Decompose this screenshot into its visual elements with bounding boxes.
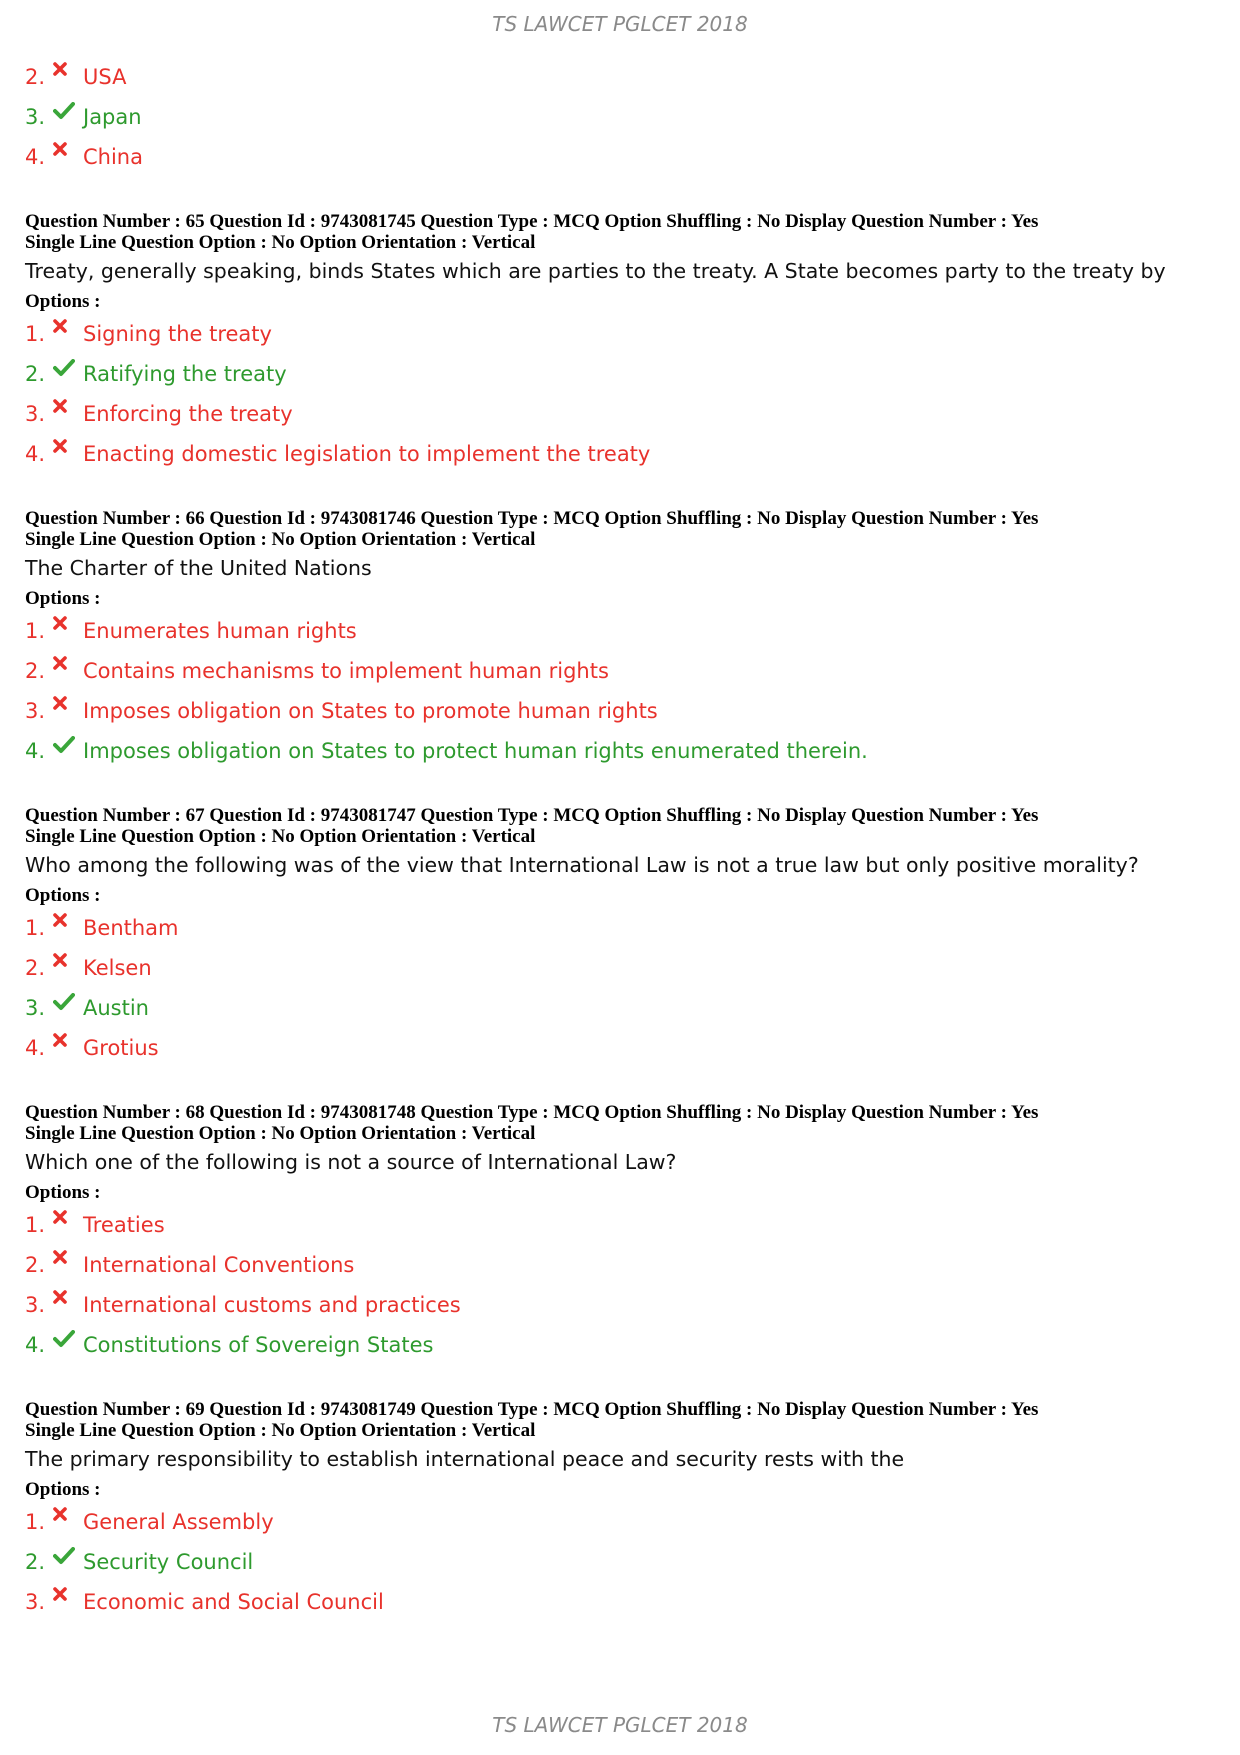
option-item xyxy=(25,1245,1220,1285)
question-meta-line2: Single Line Question Option : No Option Orientation : Vertical xyxy=(25,529,536,550)
option-text: USA xyxy=(83,65,127,89)
check-icon xyxy=(53,359,83,389)
question-meta-line2: Single Line Question Option : No Option Orientation : Vertical xyxy=(25,1420,536,1441)
options-label: Options : xyxy=(25,885,101,906)
option-item xyxy=(25,1285,1220,1325)
option-text: Security Council xyxy=(83,1550,254,1574)
option-text: Imposes obligation on States to promote human rights xyxy=(83,699,658,723)
option-number: 3. xyxy=(25,1590,46,1614)
check-icon xyxy=(53,102,83,132)
option-text: Constitutions of Sovereign States xyxy=(83,1333,434,1357)
question-meta-line1: Question Number : 68 Question Id : 9743081748 Question Type : MCQ Option Shuffling : No Display Question Number : Yes xyxy=(25,1102,1039,1123)
option-text: International customs and practices xyxy=(83,1293,461,1317)
option-text: International Conventions xyxy=(83,1253,355,1277)
question-block xyxy=(25,1102,1220,1365)
option-text: Treaties xyxy=(83,1213,165,1237)
option-item xyxy=(25,948,1220,988)
option-item xyxy=(25,1542,1220,1582)
check-icon xyxy=(53,1330,83,1360)
question-block xyxy=(25,1399,1220,1622)
question-meta-line1: Question Number : 65 Question Id : 9743081745 Question Type : MCQ Option Shuffling : No Display Question Number : Yes xyxy=(25,211,1039,232)
option-text: Kelsen xyxy=(83,956,152,980)
cross-icon xyxy=(53,696,83,726)
option-number: 4. xyxy=(25,1333,46,1357)
cross-icon xyxy=(53,656,83,686)
check-icon xyxy=(53,1547,83,1577)
question-meta-line1: Question Number : 69 Question Id : 9743081749 Question Type : MCQ Option Shuffling : No Display Question Number : Yes xyxy=(25,1399,1039,1420)
question-text: Treaty, generally speaking, binds States which are parties to the treaty. A State becomes party to the treaty by xyxy=(25,259,1166,283)
option-text: Austin xyxy=(83,996,149,1020)
option-item xyxy=(25,1205,1220,1245)
cross-icon xyxy=(53,62,83,92)
option-item xyxy=(25,1028,1220,1068)
running-footer: TS LAWCET PGLCET 2018 xyxy=(492,1713,748,1737)
cross-icon xyxy=(53,142,83,172)
cross-icon xyxy=(53,1033,83,1063)
option-text: China xyxy=(83,145,143,169)
cross-icon xyxy=(53,319,83,349)
option-number: 2. xyxy=(25,956,46,980)
options-label: Options : xyxy=(25,1182,101,1203)
question-meta-line2: Single Line Question Option : No Option Orientation : Vertical xyxy=(25,1123,536,1144)
option-number: 2. xyxy=(25,659,46,683)
option-text: Grotius xyxy=(83,1036,159,1060)
option-number: 1. xyxy=(25,322,46,346)
option-text: Economic and Social Council xyxy=(83,1590,384,1614)
option-item xyxy=(25,1582,1220,1622)
option-number: 4. xyxy=(25,145,46,169)
option-item xyxy=(25,988,1220,1028)
check-icon xyxy=(53,993,83,1023)
question-meta-line2: Single Line Question Option : No Option Orientation : Vertical xyxy=(25,826,536,847)
option-number: 2. xyxy=(25,1253,46,1277)
option-item xyxy=(25,57,1220,97)
question-block xyxy=(25,805,1220,1068)
option-item xyxy=(25,314,1220,354)
question-meta-line1: Question Number : 67 Question Id : 9743081747 Question Type : MCQ Option Shuffling : No Display Question Number : Yes xyxy=(25,805,1039,826)
cross-icon xyxy=(53,953,83,983)
option-text: Contains mechanisms to implement human rights xyxy=(83,659,609,683)
question-text: Who among the following was of the view that International Law is not a true law but only positive morality? xyxy=(25,853,1139,877)
options-label: Options : xyxy=(25,588,101,609)
option-text: Ratifying the treaty xyxy=(83,362,287,386)
option-text: Enacting domestic legislation to implement the treaty xyxy=(83,442,651,466)
option-item xyxy=(25,651,1220,691)
option-item xyxy=(25,908,1220,948)
option-item xyxy=(25,1502,1220,1542)
question-block xyxy=(25,211,1220,474)
check-icon xyxy=(53,736,83,766)
option-text: Signing the treaty xyxy=(83,322,272,346)
cross-icon xyxy=(53,399,83,429)
option-number: 4. xyxy=(25,442,46,466)
option-item xyxy=(25,1325,1220,1365)
option-number: 1. xyxy=(25,916,46,940)
option-number: 1. xyxy=(25,1213,46,1237)
option-item xyxy=(25,731,1220,771)
option-number: 2. xyxy=(25,65,46,89)
running-header: TS LAWCET PGLCET 2018 xyxy=(492,12,748,36)
option-number: 2. xyxy=(25,1550,46,1574)
options-label: Options : xyxy=(25,291,101,312)
option-item xyxy=(25,434,1220,474)
option-item xyxy=(25,137,1220,177)
cross-icon xyxy=(53,439,83,469)
option-item xyxy=(25,611,1220,651)
cross-icon xyxy=(53,1250,83,1280)
cross-icon xyxy=(53,1290,83,1320)
option-number: 1. xyxy=(25,1510,46,1534)
option-number: 4. xyxy=(25,739,46,763)
option-item xyxy=(25,97,1220,137)
option-number: 3. xyxy=(25,996,46,1020)
options-label: Options : xyxy=(25,1479,101,1500)
cross-icon xyxy=(53,1587,83,1617)
option-text: Bentham xyxy=(83,916,179,940)
question-list xyxy=(25,57,1220,1622)
option-number: 1. xyxy=(25,619,46,643)
option-number: 3. xyxy=(25,402,46,426)
option-number: 3. xyxy=(25,105,46,129)
option-text: Japan xyxy=(83,105,142,129)
question-text: The Charter of the United Nations xyxy=(25,556,372,580)
option-text: General Assembly xyxy=(83,1510,274,1534)
option-number: 2. xyxy=(25,362,46,386)
question-meta-line2: Single Line Question Option : No Option Orientation : Vertical xyxy=(25,232,536,253)
question-meta-line1: Question Number : 66 Question Id : 9743081746 Question Type : MCQ Option Shuffling : No Display Question Number : Yes xyxy=(25,508,1039,529)
option-text: Imposes obligation on States to protect human rights enumerated therein. xyxy=(83,739,868,763)
cross-icon xyxy=(53,1210,83,1240)
cross-icon xyxy=(53,616,83,646)
option-number: 3. xyxy=(25,1293,46,1317)
question-text: Which one of the following is not a source of International Law? xyxy=(25,1150,677,1174)
option-text: Enumerates human rights xyxy=(83,619,357,643)
option-item xyxy=(25,394,1220,434)
option-number: 4. xyxy=(25,1036,46,1060)
question-text: The primary responsibility to establish international peace and security rests with the xyxy=(25,1447,905,1471)
question-block xyxy=(25,508,1220,771)
carryover-options xyxy=(25,57,1220,177)
cross-icon xyxy=(53,913,83,943)
option-text: Enforcing the treaty xyxy=(83,402,293,426)
cross-icon xyxy=(53,1507,83,1537)
option-item xyxy=(25,691,1220,731)
option-number: 3. xyxy=(25,699,46,723)
option-item xyxy=(25,354,1220,394)
